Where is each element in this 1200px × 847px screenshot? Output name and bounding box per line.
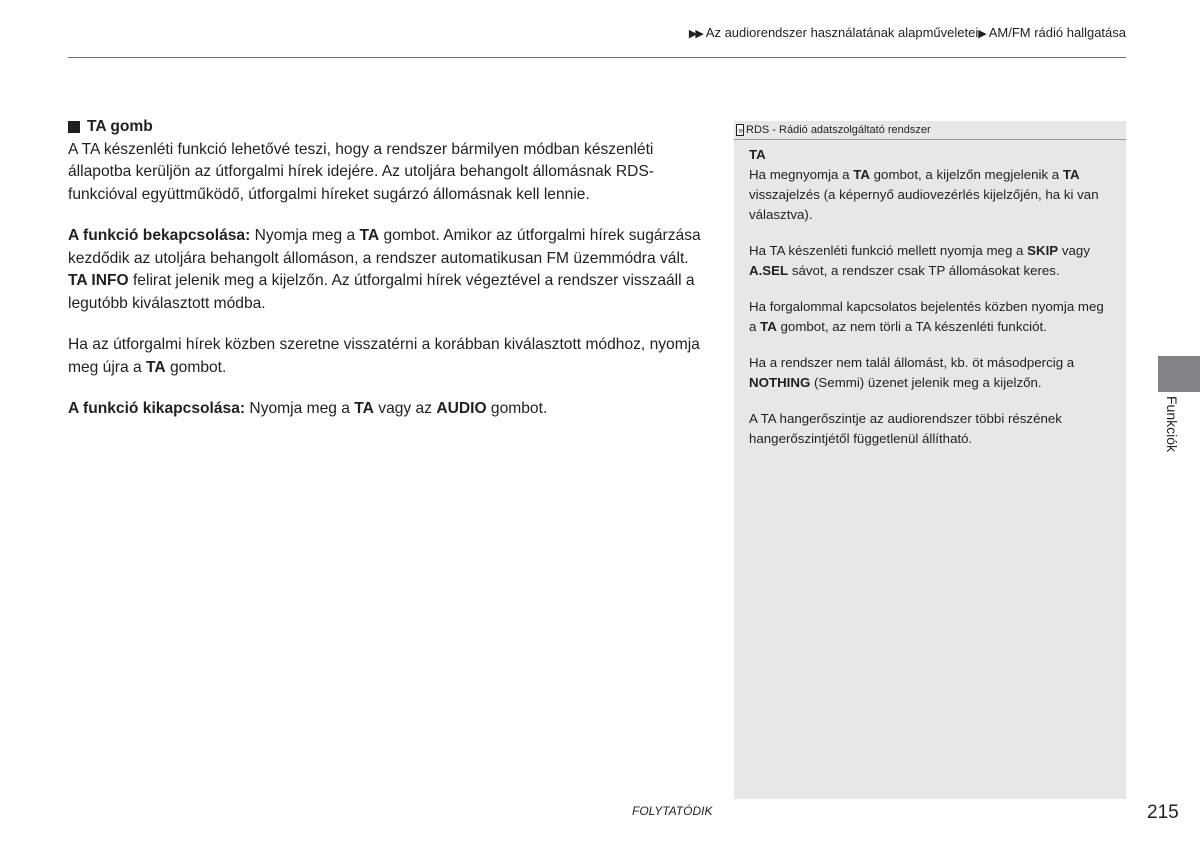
text-run: visszajelzés (a képernyő audiovezérlés kijelzőjén, ha ki van választva).: [749, 187, 1099, 222]
button-name: TA: [760, 319, 777, 334]
enable-paragraph: [68, 225, 708, 315]
sidebar-paragraph: [749, 409, 1112, 449]
button-name: TA: [354, 400, 374, 417]
disable-label: A funkció kikapcsolása:: [68, 400, 246, 417]
button-name: SKIP: [1027, 243, 1059, 258]
text-run: gombot. Amikor az útforgalmi hírek sugárzása kezdődik az utoljára behangolt állomáson, a rendszer automatikusan FM üzemmódra vált.: [68, 227, 701, 267]
text-run: felirat jelenik meg a kijelzőn. Az útforgalmi hírek végeztével a rendszer visszaáll a legutóbb kiválasztott módba.: [68, 272, 695, 312]
display-message: NOTHING: [749, 375, 811, 390]
text-run: Ha az útforgalmi hírek közben szeretne visszatérni a korábban kiválasztott módhoz, nyomja meg újra a: [68, 336, 700, 376]
text-run: gombot.: [486, 400, 548, 417]
section-title: TA gomb: [87, 118, 153, 135]
enable-label: A funkció bekapcsolása:: [68, 227, 251, 244]
text-run: Ha TA készenléti funkció mellett nyomja meg a: [749, 243, 1028, 258]
text-run: gombot.: [165, 358, 227, 376]
button-name: TA: [146, 358, 166, 376]
square-bullet-icon: [68, 121, 80, 133]
breadcrumb: [689, 25, 1126, 40]
section-heading: [68, 116, 708, 139]
breadcrumb-section: AM/FM rádió hallgatása: [988, 25, 1126, 40]
chapter-tab-label: Funkciók: [1164, 396, 1180, 453]
reference-icon: »: [738, 125, 743, 135]
button-name: A.SEL: [749, 263, 789, 278]
text-run: Nyomja meg a: [250, 227, 360, 244]
text-run: sávot, a rendszer csak TP állomásokat keres.: [788, 263, 1060, 278]
text-run: vagy: [1058, 243, 1090, 258]
button-name: TA: [359, 227, 380, 244]
page-number: 215: [1147, 802, 1179, 823]
text-run: vagy az: [373, 400, 437, 417]
arrow-icon: ▶: [978, 28, 987, 40]
sidebar-paragraph: [749, 241, 1112, 281]
sidebar-title: TA: [749, 147, 766, 162]
sidebar-paragraph: [749, 165, 1112, 225]
intro-paragraph: A TA készenléti funkció lehetővé teszi, hogy a rendszer bármilyen módban készenléti állapotba kerüljön az útforgalmi hírek idejére. Az utoljára behangolt állomásnak RDS-funkcióval együttműködő, útforgalmi híreket sugárzó állomásnak kell lennie.: [68, 140, 654, 203]
indicator-name: TA: [1062, 167, 1080, 182]
sidebar-body: [734, 140, 1126, 449]
continued-label: FOLYTATÓDIK: [632, 804, 713, 818]
text-run: Ha a rendszer nem talál állomást, kb. öt másodpercig a: [749, 355, 1075, 370]
header-divider: [68, 57, 1126, 58]
chapter-tab-marker: [1158, 356, 1200, 392]
main-content: [68, 116, 708, 440]
button-name: TA: [853, 167, 870, 182]
sidebar-note: [734, 121, 1126, 799]
display-message: TA INFO: [68, 272, 129, 289]
disable-paragraph: [68, 398, 708, 421]
sidebar-header: [734, 121, 1126, 140]
text-run: A TA hangerőszintje az audiorendszer többi részének hangerőszintjétől függetlenül állítható.: [749, 411, 1062, 446]
text-run: (Semmi) üzenet jelenik meg a kijelzőn.: [810, 375, 1042, 390]
sidebar-paragraph: [749, 353, 1112, 393]
return-paragraph: [68, 334, 708, 379]
sidebar-paragraph: [749, 297, 1112, 337]
double-arrow-icon: ▶▶: [688, 28, 702, 40]
breadcrumb-chapter: Az audiorendszer használatának alapműveletei: [705, 25, 979, 40]
text-run: Ha forgalommal kapcsolatos bejelentés közben nyomja meg a: [749, 299, 1104, 334]
text-run: gombot, az nem törli a TA készenléti funkciót.: [776, 319, 1047, 334]
text-run: gombot, a kijelzőn megjelenik a: [869, 167, 1063, 182]
button-name: AUDIO: [436, 400, 487, 417]
text-run: Ha megnyomja a: [749, 167, 854, 182]
text-run: Nyomja meg a: [245, 400, 355, 417]
sidebar-header-text: RDS - Rádió adatszolgáltató rendszer: [746, 124, 931, 136]
